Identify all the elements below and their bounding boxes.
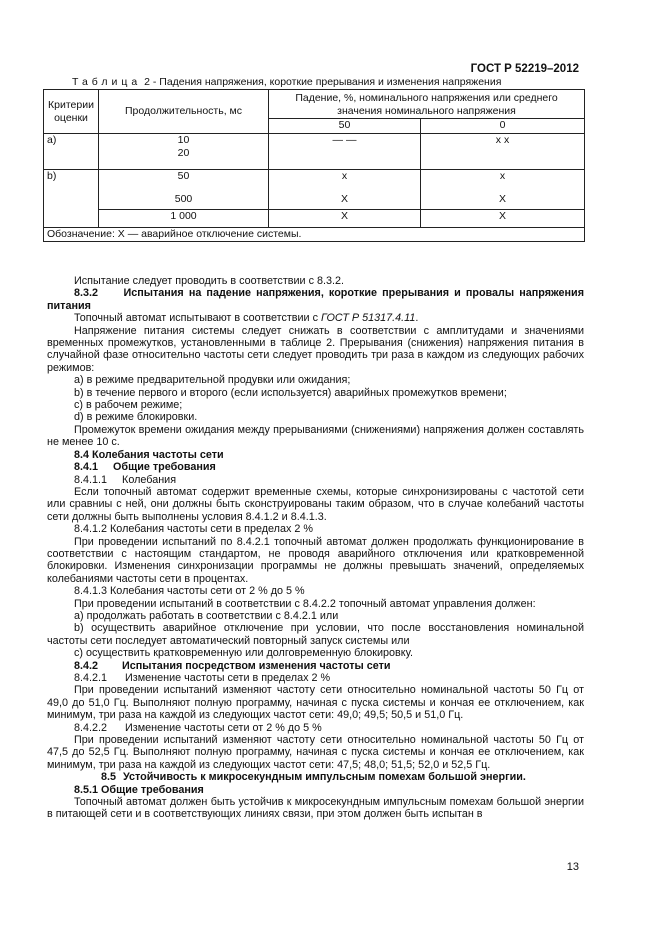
table-row [44,210,585,228]
cell-0: x [421,170,585,190]
cell-50: X [269,210,421,228]
section-title: Испытания посредством изменения частоты сети [122,659,391,672]
header-col-50: 50 [269,119,421,134]
subsection-heading [47,672,584,684]
list-item: a) продолжать работать в соответствии с 8.4.2.1 или [74,609,339,622]
cell-0: X [421,190,585,210]
section-number: 8.4.2 [74,659,99,672]
section-number: 8.4.1.1 [74,473,108,486]
section-heading-8-4-2 [47,660,584,672]
table-row [44,190,585,210]
list-item: d) в режиме блокировки. [74,411,198,424]
standard-reference: ГОСТ Р 51317.4.11 [320,312,416,325]
section-number: 8.4.2.2 [74,721,108,734]
list-item: c) в рабочем режиме; [74,399,183,412]
cell-criteria: b) [44,170,99,228]
section-title: Устойчивость к микросекундным импульсным помехам большой энергии. [123,771,526,784]
cell-0: X [421,210,585,228]
section-heading-8-5-1: 8.5.1 Общие требования [74,783,204,796]
paragraph: При проведении испытаний изменяют частоту сети относительно номинальной частоты 50 Гц от 47,5 до 52,5 Гц. Выполняют полную программу, начиная с пуска системы и кончая ее отключением, как минимум, три раза на каждой из следующих частот сети: 47,5; 48,0; 51,5; 52,0 и 52,5 Гц. [47,734,584,771]
section-title: Испытания на падение напряжения, короткие прерывания и провалы напряжения питания [47,287,584,312]
subsection-heading [47,474,584,486]
paragraph: Промежуток времени ожидания между прерываниями (снижениями) напряжения должен составлять не менее 10 с. [47,423,584,449]
section-number: 8.5 [101,771,117,784]
section-number: 8.4.2.1 [74,672,108,684]
page-number: 13 [566,861,579,873]
text-run: . [415,312,419,325]
text-run: Топочный автомат испытывают в соответствии с [74,312,321,325]
table-caption-number: 2 [144,76,150,88]
subsection-heading: 8.4.1.2 Колебания частоты сети в пределах 2 % [74,523,313,536]
section-title: Изменение частоты сети от 2 % до 5 % [125,721,322,734]
cell-criteria: a) [44,134,99,170]
header-criteria: Критерии оценки [44,90,99,134]
section-number: 8.3.2 [74,287,99,300]
cell-duration: 500 [99,190,269,210]
cell-duration-2: 20 [177,147,190,159]
cell-duration: 50 [99,170,269,190]
section-title: Колебания [122,473,177,486]
document-header: ГОСТ Р 52219–2012 [470,63,579,75]
paragraph: Топочный автомат должен быть устойчив к микросекундным импульсным помехам большой энергии в питающей сети и в соответствующих линиях связи, при этом должен быть испытан в [47,796,584,821]
header-col-0: 0 [421,119,585,134]
list-item: a) в режиме предварительной продувки или ожидания; [74,374,351,387]
cell-50: — — [269,134,421,170]
subsection-heading [47,722,584,734]
section-heading-8-4: 8.4 Колебания частоты сети [74,448,224,461]
section-title: Изменение частоты сети в пределах 2 % [125,672,331,684]
list-item: c) осуществить кратковременную или долговременную блокировку. [74,647,413,660]
paragraph [47,312,584,324]
cell-50: x [269,170,421,190]
section-heading-8-3-2 [47,287,584,312]
cell-0: x x [421,134,585,170]
list-item: b) осуществить аварийное отключение при условии, что после восстановления номинальной частоты сети последует автоматический повторный запуск системы или [47,622,584,647]
paragraph: Если топочный автомат содержит временные схемы, которые синхронизированы с частотой сети или сравниы с ней, они должны быть сконструированы таким образом, что в случае колебаний частоты сети должны быть выполнены условия 8.4.1.2 и 8.4.1.3. [47,485,584,523]
table-caption [72,76,501,88]
table-caption-prefix: Таблица [72,76,142,88]
paragraph: Напряжение питания системы следует снижать в соответствии с амплитудами и значениями временных промежутков, установленными в таблице 2. Прерывания (снижения) напряжения питания в случайной фазе относительно частоты сети следует проводить три раза в каждом из следующих рабочих режимов: [47,324,584,374]
paragraph: При проведении испытаний изменяют частоту сети относительно номинальной частоты 50 Гц от 49,0 до 51,0 Гц. Выполняют полную программу, начиная с пуска системы и кончая ее отключением, как минимум, три раза на каждой из следующих частот сети: 49,0; 49,5; 50,5 и 51,0 Гц. [47,684,584,722]
section-heading-8-5 [47,771,584,783]
paragraph: При проведении испытаний в соответствии с 8.4.2.2 топочный автомат управления должен: [74,597,536,610]
cell-duration [99,134,269,170]
voltage-dip-table [43,89,585,242]
list-item: b) в течение первого и второго (если используется) аварийных промежутков времени; [74,386,507,399]
section-title: Общие требования [113,461,216,474]
cell-50: X [269,190,421,210]
header-duration: Продолжительность, мс [99,90,269,134]
subsection-heading: 8.4.1.3 Колебания частоты сети от 2 % до 5 % [74,585,305,598]
header-drop: Падение, %, номинального напряжения или среднего значения номинального напряжения [269,90,585,119]
table-row [44,170,585,190]
paragraph: При проведении испытаний по 8.4.2.1 топочный автомат должен продолжать функционирование в соответствии с настоящим стандартом, не проводя аварийного отключения или кратковременной блокировки. Изменения синхронизации программы не должны превышать значений, определяемых колебаниями частоты сети в процентах. [47,535,584,585]
section-number: 8.4.1 [74,461,99,474]
body-text [47,275,584,821]
table-caption-text: - Падения напряжения, короткие прерывания и изменения напряжения [149,76,502,88]
cell-duration: 1 000 [99,210,269,228]
cell-duration-1: 10 [177,134,190,146]
paragraph: Испытание следует проводить в соответствии с 8.3.2. [74,275,344,287]
table-note: Обозначение: X — аварийное отключение системы. [44,228,585,242]
table-row [44,134,585,170]
section-heading-8-4-1 [47,461,584,473]
